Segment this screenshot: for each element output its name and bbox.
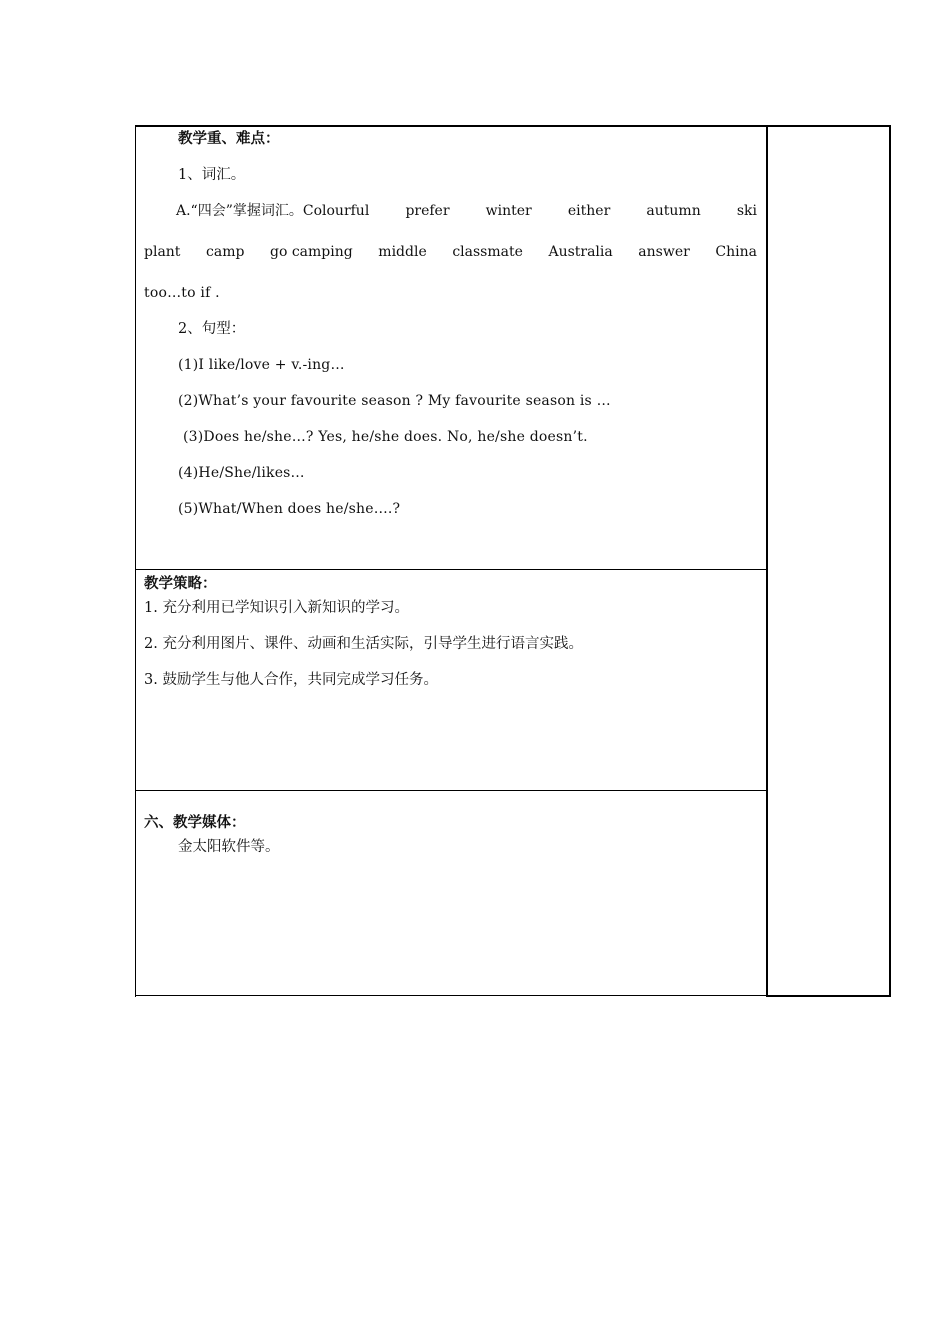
vocab-line-3: too…to if . xyxy=(144,285,220,301)
vocab-word: either xyxy=(567,203,611,219)
vocab-item-label: 1、词汇。 xyxy=(178,167,246,183)
table-border xyxy=(135,995,767,996)
vocab-word: China xyxy=(715,244,757,260)
sentence-pattern: (2)What’s your favourite season ? My favourite season is … xyxy=(178,393,611,409)
sentence-pattern: (5)What/When does he/she….? xyxy=(178,501,401,517)
vocab-word: autumn xyxy=(646,203,701,219)
vocab-word: plant xyxy=(144,244,181,260)
vocab-word: ski xyxy=(736,203,757,219)
strategy-item: 3. 鼓励学生与他人合作，共同完成学习任务。 xyxy=(144,672,438,688)
vocab-word: A.“四会”掌握词汇。Colourful xyxy=(176,203,370,219)
pattern-item-label: 2、句型： xyxy=(178,321,246,337)
key-points-heading: 教学重、难点： xyxy=(178,131,280,147)
vocab-line-2 xyxy=(144,243,757,261)
table-border xyxy=(766,995,891,997)
vocab-word: Australia xyxy=(548,244,613,260)
sentence-pattern: (1)I like/love + v.-ing… xyxy=(178,357,345,373)
table-border xyxy=(135,125,136,997)
media-content: 金太阳软件等。 xyxy=(178,839,280,855)
vocab-word: classmate xyxy=(452,244,523,260)
table-border xyxy=(889,125,891,997)
media-heading: 六、教学媒体： xyxy=(144,815,246,831)
strategy-item: 1. 充分利用已学知识引入新知识的学习。 xyxy=(144,600,409,616)
strategy-heading: 教学策略： xyxy=(144,576,217,592)
lesson-plan-table xyxy=(135,125,891,997)
strategy-item: 2. 充分利用图片、课件、动画和生活实际，引导学生进行语言实践。 xyxy=(144,636,583,652)
vocab-word: middle xyxy=(378,244,427,260)
sentence-pattern: (3)Does he/she…? Yes, he/she does. No, he/she doesn’t. xyxy=(183,429,588,445)
vocab-word: go camping xyxy=(270,244,353,260)
table-border xyxy=(135,125,891,127)
vocab-word: prefer xyxy=(405,203,450,219)
vocab-line-1 xyxy=(144,202,757,220)
row-divider xyxy=(135,790,767,791)
row-divider xyxy=(135,569,767,570)
vocab-word: answer xyxy=(638,244,690,260)
sentence-pattern: (4)He/She/likes… xyxy=(178,465,305,481)
vocab-word: camp xyxy=(206,244,245,260)
vocab-word: winter xyxy=(485,203,532,219)
table-border xyxy=(766,125,768,997)
